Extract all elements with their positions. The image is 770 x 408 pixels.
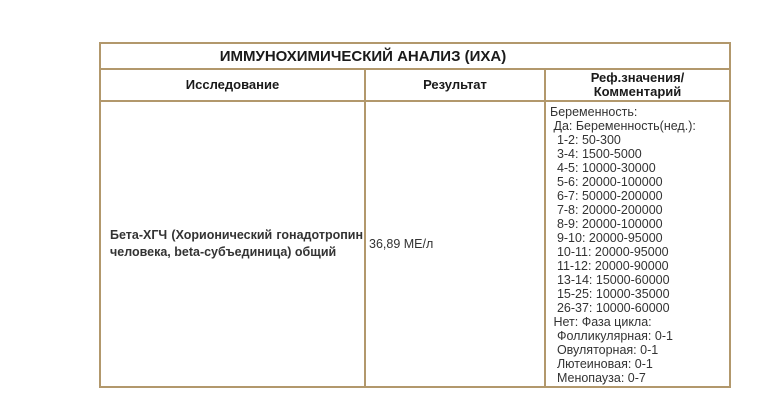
ref-line: 3-4: 1500-5000 xyxy=(550,147,642,161)
column-header-reference xyxy=(545,69,730,101)
column-header-reference-line1: Реф.значения/ xyxy=(590,70,685,85)
table-title: ИММУНОХИМИЧЕСКИЙ АНАЛИЗ (ИХА) xyxy=(100,43,730,69)
ref-line: 15-25: 10000-35000 xyxy=(550,287,670,301)
ref-line: Беременность: xyxy=(550,105,638,119)
title-row xyxy=(100,43,730,69)
ref-line: Фолликулярная: 0-1 xyxy=(550,329,673,343)
ref-line: 7-8: 20000-200000 xyxy=(550,203,663,217)
ref-line: Менопауза: 0-7 xyxy=(550,371,646,385)
ref-line: 26-37: 10000-60000 xyxy=(550,301,670,315)
ref-line: Нет: Фаза цикла: xyxy=(550,315,652,329)
ref-line: 13-14: 15000-60000 xyxy=(550,273,670,287)
ref-line: 10-11: 20000-95000 xyxy=(550,245,669,259)
ref-line: Лютеиновая: 0-1 xyxy=(550,357,653,371)
result-value: 36,89 МЕ/л xyxy=(365,101,545,387)
reference-values-cell xyxy=(545,101,730,387)
table-row xyxy=(100,101,730,387)
test-name-cell xyxy=(100,101,365,387)
test-name-line1: Бета-ХГЧ (Хорионический гонадотропин xyxy=(110,228,363,242)
column-header-reference-line2: Комментарий xyxy=(593,84,682,99)
test-name-line2: человека, beta-субъединица) общий xyxy=(110,245,337,259)
ref-line: 5-6: 20000-100000 xyxy=(550,175,663,189)
ref-line: 8-9: 20000-100000 xyxy=(550,217,663,231)
ref-line: Овуляторная: 0-1 xyxy=(550,343,659,357)
ref-line: 9-10: 20000-95000 xyxy=(550,231,663,245)
column-header-result: Результат xyxy=(365,69,545,101)
ref-line: 11-12: 20000-90000 xyxy=(550,259,669,273)
ref-line: Да: Беременность(нед.): xyxy=(550,119,696,133)
column-header-study: Исследование xyxy=(100,69,365,101)
lab-results-table xyxy=(99,42,731,388)
ref-line: 6-7: 50000-200000 xyxy=(550,189,663,203)
column-header-row xyxy=(100,69,730,101)
ref-line: 4-5: 10000-30000 xyxy=(550,161,656,175)
ref-line: 1-2: 50-300 xyxy=(550,133,621,147)
